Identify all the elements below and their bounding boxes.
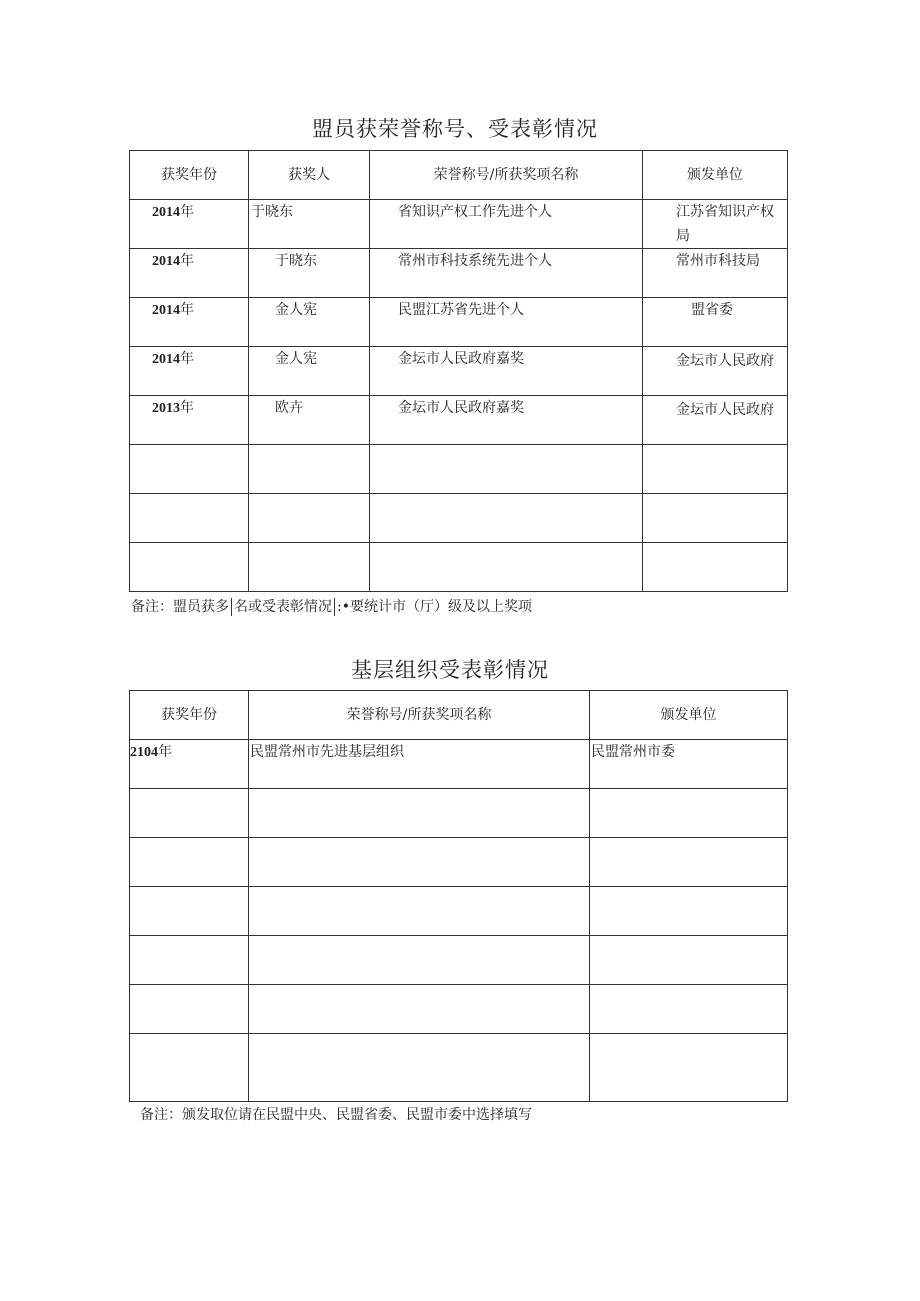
header-person: 获奖人 xyxy=(249,151,370,200)
section1-title: 盟员获荣誉称号、受表彰情况 xyxy=(312,117,598,141)
person-cell: 于晓东 xyxy=(249,249,370,298)
header-year: 获奖年份 xyxy=(130,691,249,740)
empty-row xyxy=(130,543,788,592)
empty-cell xyxy=(643,543,788,592)
empty-cell xyxy=(370,445,643,494)
year-cell: 2014年 xyxy=(130,249,249,298)
empty-row xyxy=(130,789,788,838)
note-part: 备注：盟员获多 xyxy=(131,599,229,615)
empty-cell xyxy=(370,494,643,543)
separator xyxy=(334,598,335,616)
issuer-cell: 盟省委 xyxy=(643,298,788,347)
year-cell: 2013年 xyxy=(130,396,249,445)
person-cell: 于晓东 xyxy=(249,200,370,249)
issuer-cell: 常州市科技局 xyxy=(643,249,788,298)
section2-note: 备注：颁发取位请在民盟中央、民盟省委、民盟市委中选择填写 xyxy=(140,1107,532,1123)
table-row xyxy=(130,200,788,249)
empty-cell xyxy=(130,494,249,543)
person-cell: 欧卉 xyxy=(249,396,370,445)
award-cell: 民盟江苏省先进个人 xyxy=(370,298,643,347)
empty-cell xyxy=(590,838,788,887)
empty-cell xyxy=(130,445,249,494)
empty-cell xyxy=(643,494,788,543)
award-cell: 金坛市人民政府嘉奖 xyxy=(370,347,643,396)
empty-row xyxy=(130,494,788,543)
empty-row xyxy=(130,887,788,936)
table-row xyxy=(130,298,788,347)
empty-cell xyxy=(249,789,590,838)
header-issuer: 颁发单位 xyxy=(590,691,788,740)
empty-cell xyxy=(130,543,249,592)
award-cell: 金坛市人民政府嘉奖 xyxy=(370,396,643,445)
year-cell: 2014年 xyxy=(130,200,249,249)
separator xyxy=(231,598,232,616)
empty-cell xyxy=(130,985,249,1034)
note-part: :•要统计市（厅）级及以上奖项 xyxy=(337,599,532,615)
issuer-cell: 民盟常州市委 xyxy=(590,740,788,789)
empty-cell xyxy=(249,494,370,543)
empty-row xyxy=(130,985,788,1034)
table-header-row xyxy=(130,691,788,740)
empty-cell xyxy=(590,789,788,838)
person-cell: 金人宪 xyxy=(249,347,370,396)
empty-cell xyxy=(130,789,249,838)
empty-row xyxy=(130,1034,788,1102)
empty-cell xyxy=(249,985,590,1034)
empty-cell xyxy=(130,838,249,887)
issuer-cell: 金坛市人民政府 xyxy=(643,396,788,445)
table-row xyxy=(130,347,788,396)
person-cell: 金人宪 xyxy=(249,298,370,347)
empty-cell xyxy=(643,445,788,494)
issuer-cell: 江苏省知识产权局 xyxy=(643,200,788,249)
note-part: 名或受表彰情况 xyxy=(234,599,332,615)
empty-cell xyxy=(249,543,370,592)
year-cell: 2014年 xyxy=(130,298,249,347)
empty-cell xyxy=(130,887,249,936)
empty-row xyxy=(130,838,788,887)
section1-note xyxy=(131,596,532,616)
header-year: 获奖年份 xyxy=(130,151,249,200)
header-issuer: 颁发单位 xyxy=(643,151,788,200)
header-award: 荣誉称号/所获奖项名称 xyxy=(249,691,590,740)
empty-cell xyxy=(249,445,370,494)
empty-row xyxy=(130,936,788,985)
header-award: 荣誉称号/所获奖项名称 xyxy=(370,151,643,200)
issuer-cell: 金坛市人民政府 xyxy=(643,347,788,396)
empty-cell xyxy=(590,887,788,936)
empty-cell xyxy=(249,887,590,936)
empty-cell xyxy=(130,936,249,985)
table-row xyxy=(130,740,788,789)
empty-cell xyxy=(590,936,788,985)
year-cell: 2014年 xyxy=(130,347,249,396)
award-cell: 常州市科技系统先进个人 xyxy=(370,249,643,298)
member-awards-table xyxy=(129,150,788,592)
table-row xyxy=(130,396,788,445)
year-cell: 2104年 xyxy=(130,740,249,789)
empty-cell xyxy=(590,1034,788,1102)
award-cell: 省知识产权工作先进个人 xyxy=(370,200,643,249)
empty-cell xyxy=(249,936,590,985)
table-row xyxy=(130,249,788,298)
award-cell: 民盟常州市先进基层组织 xyxy=(249,740,590,789)
org-awards-table xyxy=(129,690,788,1102)
empty-cell xyxy=(249,1034,590,1102)
empty-cell xyxy=(249,838,590,887)
section2-title: 基层组织受表彰情况 xyxy=(351,658,549,682)
table-header-row xyxy=(130,151,788,200)
empty-cell xyxy=(590,985,788,1034)
empty-cell xyxy=(130,1034,249,1102)
empty-cell xyxy=(370,543,643,592)
empty-row xyxy=(130,445,788,494)
